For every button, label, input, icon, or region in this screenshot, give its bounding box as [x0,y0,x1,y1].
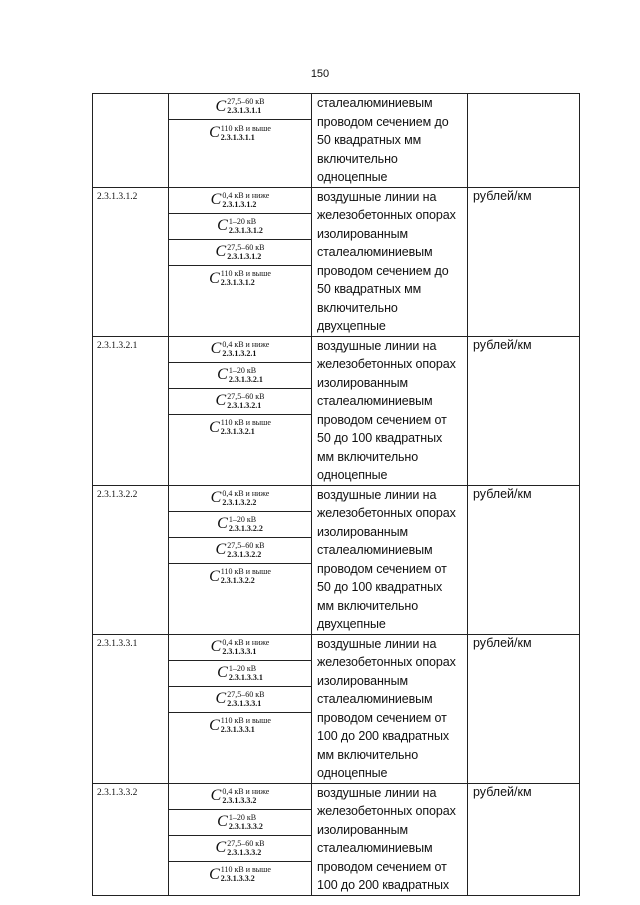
description-line: изолированным [317,524,408,539]
formula-cell [169,783,312,895]
formula-cell [169,94,312,188]
formula-voltage-superscript: 0,4 кВ и ниже [222,190,270,200]
description-line: одноцепные [317,468,388,482]
rate-formula [169,389,311,415]
formula-symbol: C [217,813,228,830]
description-line: сталеалюминиевым [317,841,433,855]
row-description [312,634,468,783]
formula-voltage-superscript: 27,5–60 кВ [227,242,265,252]
row-code: 2.3.1.3.2.2 [93,485,169,634]
formula-symbol: C [209,865,220,883]
formula-indices [227,691,264,708]
formula-symbol: C [209,716,220,734]
formula-voltage-superscript: 27,5–60 кВ [227,540,265,550]
formula-indices [227,840,264,857]
rate-formula [169,687,311,713]
row-description [312,94,468,188]
formula-indices [229,367,263,384]
description-line: железобетонных опорах [317,804,456,818]
rate-formula [169,713,311,739]
formula-code-subscript: 2.3.1.3.3.1 [220,725,255,734]
formula-indices [221,717,271,734]
description-line: железобетонных опорах [317,506,456,520]
formula-symbol: C [210,638,222,655]
formula-voltage-superscript: 27,5–60 кВ [227,391,265,401]
description-line: сталеалюминиевым [317,245,433,259]
formula-indices [222,341,269,358]
rate-formula [169,538,311,564]
rate-formula [169,635,311,661]
formula-voltage-superscript: 1–20 кВ [228,812,257,822]
formula-code-subscript: 2.3.1.3.3.1 [222,646,257,656]
formula-voltage-superscript: 1–20 кВ [228,514,257,524]
description-line: 100 до 200 квадратных [317,878,449,892]
row-description [312,336,468,485]
rate-formula [169,415,311,441]
rate-formula [169,564,311,590]
formula-voltage-superscript: 0,4 кВ и ниже [222,339,270,349]
formula-symbol: C [210,787,222,804]
formula-code-subscript: 2.3.1.3.1.2 [228,225,263,235]
formula-symbol: C [217,366,228,383]
rate-formula [169,363,311,389]
formula-voltage-superscript: 27,5–60 кВ [227,838,265,848]
row-code: 2.3.1.3.3.2 [93,783,169,895]
formula-code-subscript: 2.3.1.3.1.2 [220,278,255,287]
description-line: одноцепные [317,766,388,780]
description-line: изолированным [317,226,408,241]
formula-code-subscript: 2.3.1.3.3.1 [228,672,263,682]
row-description [312,485,468,634]
rate-formula [169,214,311,240]
table-row [93,634,580,783]
formula-symbol: C [210,489,222,506]
description-line: 50 квадратных мм [317,133,422,147]
formula-indices [229,218,263,235]
description-line: воздушные линии на [317,487,437,502]
formula-symbol: C [209,124,220,141]
formula-cell [169,336,312,485]
formula-indices [221,270,271,287]
formula-voltage-superscript: 110 кВ и выше [220,567,271,576]
formula-code-subscript: 2.3.1.3.2.2 [220,576,255,585]
description-line: 50 до 100 квадратных [317,580,443,594]
formula-indices [222,788,269,805]
formula-voltage-superscript: 1–20 кВ [228,663,257,673]
formula-voltage-superscript: 110 кВ и выше [220,123,271,133]
formula-symbol: C [209,567,220,585]
formula-code-subscript: 2.3.1.3.2.2 [222,497,257,507]
description-line: двухцепные [317,617,386,631]
description-line: сталеалюминиевым [317,543,433,557]
rate-formula [169,120,311,146]
formula-code-subscript: 2.3.1.3.3.2 [222,795,257,805]
formula-code-subscript: 2.3.1.3.2.1 [228,374,263,384]
formula-indices [222,639,269,656]
formula-indices [222,192,269,209]
table-row [93,485,580,634]
row-description [312,187,468,336]
formula-code-subscript: 2.3.1.3.3.2 [228,821,263,831]
description-line: воздушные линии на [317,785,437,800]
description-line: воздушные линии на [317,636,437,651]
description-line: сталеалюминиевым [317,692,433,706]
formula-indices [221,568,271,585]
description-line: проводом сечением до [317,114,449,129]
formula-code-subscript: 2.3.1.3.3.2 [227,847,262,857]
table-row [93,94,580,188]
description-line: изолированным [317,375,408,390]
rate-formula [169,188,311,214]
formula-symbol: C [215,541,227,558]
rate-formula [169,337,311,363]
formula-voltage-superscript: 0,4 кВ и ниже [222,637,270,647]
row-code [93,94,169,188]
formula-voltage-superscript: 110 кВ и выше [220,865,271,874]
description-line: сталеалюминиевым [317,394,433,408]
formula-indices [221,125,271,142]
row-unit [468,94,580,188]
row-description [312,783,468,895]
formula-symbol: C [210,191,222,208]
rate-formula [169,661,311,687]
rate-formula [169,486,311,512]
row-unit: рублей/км [468,783,580,895]
description-line: мм включительно [317,598,419,613]
rate-formula [169,862,311,888]
formula-code-subscript: 2.3.1.3.2.1 [227,400,262,410]
description-line: изолированным [317,673,408,688]
description-line: проводом сечением до [317,263,449,278]
row-unit: рублей/км [468,336,580,485]
formula-cell [169,634,312,783]
row-unit: рублей/км [468,485,580,634]
formula-symbol: C [217,217,228,234]
row-unit: рублей/км [468,634,580,783]
formula-code-subscript: 2.3.1.3.1.2 [227,251,262,261]
description-line: проводом сечением от [317,412,447,427]
formula-cell [169,485,312,634]
row-code: 2.3.1.3.2.1 [93,336,169,485]
description-line: 50 квадратных мм [317,282,422,296]
formula-voltage-superscript: 27,5–60 кВ [227,689,265,699]
description-line: 50 до 100 квадратных [317,431,443,445]
formula-cell [169,187,312,336]
row-unit: рублей/км [468,187,580,336]
rate-formula [169,784,311,810]
formula-symbol: C [215,839,227,856]
rate-formula [169,512,311,538]
rate-formula [169,810,311,836]
formula-voltage-superscript: 0,4 кВ и ниже [222,488,270,498]
rate-formula [169,266,311,292]
formula-indices [227,244,264,261]
formula-symbol: C [215,97,227,115]
formula-voltage-superscript: 1–20 кВ [228,216,257,226]
formula-indices [229,665,263,682]
description-line: проводом сечением от [317,561,447,576]
formula-voltage-superscript: 1–20 кВ [228,365,257,375]
description-line: проводом сечением от [317,710,447,725]
description-line: 100 до 200 квадратных [317,729,449,743]
description-line: железобетонных опорах [317,357,456,371]
formula-indices [229,516,263,533]
formula-code-subscript: 2.3.1.3.2.1 [222,348,257,358]
formula-symbol: C [209,269,220,287]
row-code: 2.3.1.3.1.2 [93,187,169,336]
formula-symbol: C [217,664,228,681]
formula-indices [227,542,264,559]
table-row [93,783,580,895]
formula-voltage-superscript: 110 кВ и выше [220,716,271,725]
description-line: мм включительно [317,449,419,464]
formula-code-subscript: 2.3.1.3.1.2 [222,199,257,209]
table-row [93,187,580,336]
formula-symbol: C [217,515,228,532]
formula-code-subscript: 2.3.1.3.2.2 [228,523,263,533]
formula-code-subscript: 2.3.1.3.2.1 [220,427,255,436]
formula-symbol: C [215,690,227,707]
formula-voltage-superscript: 110 кВ и выше [220,269,271,278]
formula-indices [227,393,264,410]
formula-indices [221,866,271,883]
formula-indices [221,419,271,436]
description-line: включительно [317,151,398,166]
rates-table [92,93,580,896]
formula-code-subscript: 2.3.1.3.1.1 [220,132,255,142]
description-line: проводом сечением от [317,859,447,874]
description-line: воздушные линии на [317,189,437,204]
rate-formula [169,94,311,120]
rate-formula [169,240,311,266]
description-line: двухцепные [317,319,386,333]
description-line: одноцепные [317,170,388,184]
description-line: воздушные линии на [317,338,437,353]
formula-indices [222,490,269,507]
formula-symbol: C [215,392,227,409]
formula-indices [229,814,263,831]
table-row [93,336,580,485]
formula-code-subscript: 2.3.1.3.3.2 [220,874,255,883]
row-code: 2.3.1.3.3.1 [93,634,169,783]
description-line: сталеалюминиевым [317,96,433,110]
description-line: включительно [317,300,398,315]
formula-symbol: C [215,243,227,260]
formula-code-subscript: 2.3.1.3.3.1 [227,698,262,708]
description-line: железобетонных опорах [317,655,456,669]
formula-voltage-superscript: 27,5–60 кВ [227,97,265,106]
formula-voltage-superscript: 110 кВ и выше [220,418,271,427]
rate-formula [169,836,311,862]
formula-code-subscript: 2.3.1.3.2.2 [227,549,262,559]
formula-code-subscript: 2.3.1.3.1.1 [227,106,262,115]
formula-symbol: C [210,340,222,357]
rates-table-body [93,94,580,896]
description-line: изолированным [317,822,408,837]
page-number: 150 [310,68,330,80]
description-line: железобетонных опорах [317,208,456,222]
formula-indices [227,98,264,115]
formula-voltage-superscript: 0,4 кВ и ниже [222,786,270,796]
description-line: мм включительно [317,747,419,762]
formula-symbol: C [209,418,220,436]
